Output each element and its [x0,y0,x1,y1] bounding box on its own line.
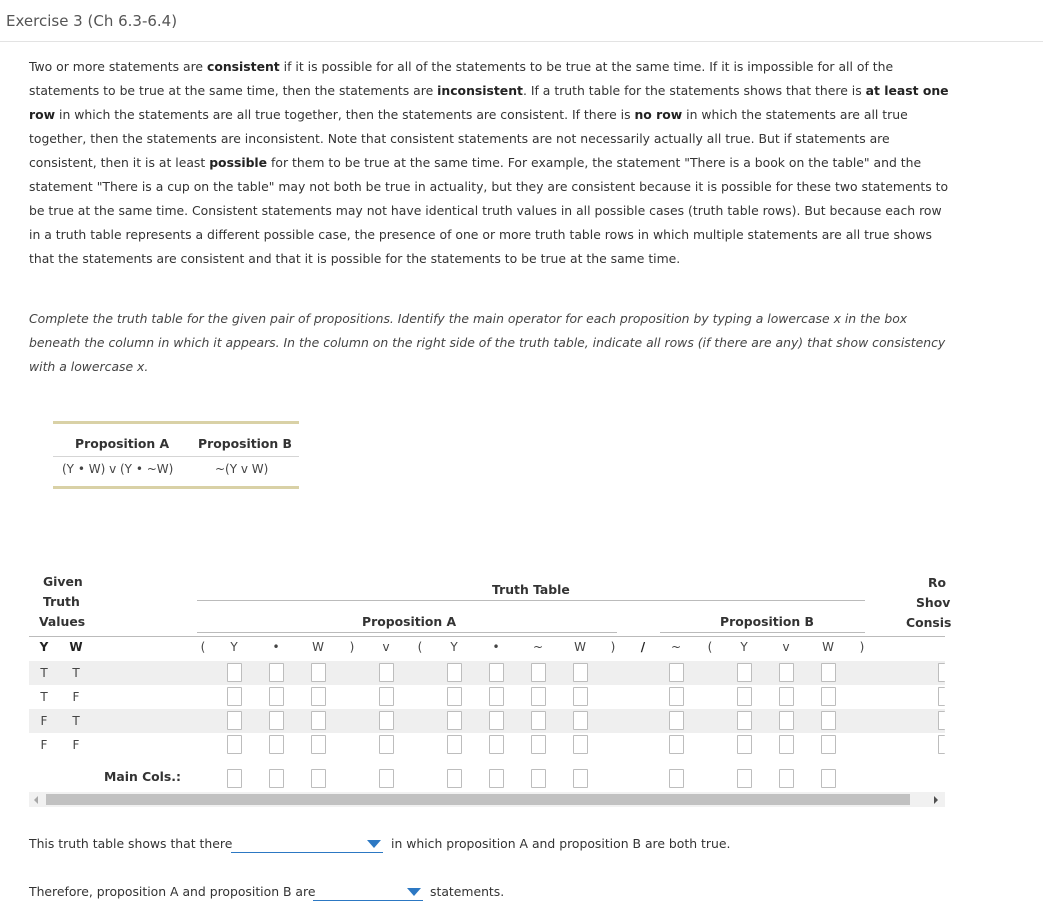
proposition-b-header: Proposition B [198,436,292,451]
intro-bold-term: no row [634,107,683,122]
truth-value-input[interactable] [227,687,242,706]
main-column-input[interactable] [489,769,504,788]
truth-value-input[interactable] [269,735,284,754]
column-symbol: ( [417,640,423,654]
main-column-input[interactable] [737,769,752,788]
column-symbol: W [312,640,324,654]
truth-value-input[interactable] [669,711,684,730]
truth-value-input[interactable] [779,663,794,682]
truth-value-input[interactable] [489,735,504,754]
column-symbol: ) [349,640,355,654]
proposition-a-underline [197,632,617,633]
column-symbol: v [382,640,390,654]
truth-value-input[interactable] [737,711,752,730]
intro-text: if it is possible for all of the statements to be true at the same time. If it is impossible for all of the statements to be true at the same time, then the statements are [29,59,894,98]
truth-value-input[interactable] [311,687,326,706]
main-column-input[interactable] [447,769,462,788]
column-symbol: v [782,640,790,654]
consistency-row-input[interactable] [938,687,945,706]
intro-text: in which the statements are all true together, then the statements are consistent. If there is [55,107,635,122]
given-value: T [72,714,80,728]
truth-value-input[interactable] [447,687,462,706]
table-row [29,709,945,733]
truth-value-input[interactable] [737,687,752,706]
truth-value-input[interactable] [669,735,684,754]
intro-text: in which the statements are all true together, then the statements are inconsistent. Note that consistent statements are not necessarily actually all true. But if statements are consistent, then it is at least [29,107,908,170]
column-symbol: • [492,640,500,654]
given-value: F [72,738,80,752]
truth-value-input[interactable] [379,663,394,682]
truth-value-input[interactable] [269,687,284,706]
truth-value-input[interactable] [531,735,546,754]
truth-value-input[interactable] [573,711,588,730]
column-symbol: ( [707,640,713,654]
right-label-3: Consis [906,615,952,630]
column-symbol: ) [859,640,865,654]
rows-dropdown[interactable] [231,835,383,853]
column-symbol: • [272,640,280,654]
intro-bold-term: inconsistent [437,83,523,98]
truth-value-input[interactable] [779,711,794,730]
intro-text: . If a truth table for the statements shows that there is [522,83,866,98]
column-symbol: W [574,640,586,654]
proposition-b-column-label: Proposition B [720,614,814,629]
given-value: T [72,666,80,680]
truth-value-input[interactable] [737,663,752,682]
given-label-1: Given [43,574,83,589]
given-value: F [40,714,48,728]
conclusion-sentence-end: statements. [430,884,505,899]
intro-paragraph [29,55,949,271]
truth-value-input[interactable] [779,687,794,706]
intro-text: Two or more statements are [29,59,207,74]
truth-value-input[interactable] [379,711,394,730]
consistency-row-input[interactable] [938,663,945,682]
scroll-left-icon[interactable] [34,796,38,804]
proposition-a-header: Proposition A [75,436,170,451]
propositions-table [53,421,299,489]
given-value: T [40,666,48,680]
truth-value-input[interactable] [821,663,836,682]
column-symbol: ~ [670,640,682,654]
truth-value-input[interactable] [821,687,836,706]
truth-value-input[interactable] [669,687,684,706]
main-column-input[interactable] [779,769,794,788]
truth-value-input[interactable] [227,663,242,682]
truth-value-input[interactable] [531,663,546,682]
truth-value-input[interactable] [227,711,242,730]
instructions-paragraph: Complete the truth table for the given pair of propositions. Identify the main operator for each proposition by typing a lowercase x in the box beneath the column in which it appears. In the column on the right side of the truth table, indicate all rows (if there are any) that show consistency with a lowercase x. [29,311,946,374]
column-symbol: Y [230,640,238,654]
column-header-top-rule [29,636,945,637]
exercise-title: Exercise 3 (Ch 6.3-6.4) [6,12,178,30]
truth-value-input[interactable] [489,711,504,730]
column-symbol: ~ [532,640,544,654]
scroll-right-icon[interactable] [934,796,938,804]
truth-value-input[interactable] [821,711,836,730]
chevron-down-icon[interactable] [367,840,381,848]
table-row [29,733,945,757]
intro-text: for them to be true at the same time. For example, the statement "There is a book on the table" and the statement "There is a cup on the table" may not both be true in actuality, but they are consistent because it is possible for these two statements to be true at the same time. Consistent statements may not have identical truth values in all possible cases (truth table rows). But because each row in a truth table represents a different possible case, the presence of one or more truth table rows in which multiple statements are all true shows that the statements are consistent and that it is possible for the statements to be true at the same time. [29,155,949,266]
truth-value-input[interactable] [821,735,836,754]
consistency-dropdown[interactable] [313,883,423,901]
scrollbar-thumb[interactable] [46,794,910,805]
truth-value-input[interactable] [531,711,546,730]
chevron-down-icon[interactable] [407,888,421,896]
truth-value-input[interactable] [779,735,794,754]
right-label-1: Ro [928,575,947,590]
main-column-input[interactable] [379,769,394,788]
column-symbol: ( [200,640,206,654]
truth-value-input[interactable] [489,687,504,706]
truth-value-input[interactable] [489,663,504,682]
column-symbol: W [822,640,834,654]
main-column-input[interactable] [227,769,242,788]
truth-value-input[interactable] [311,663,326,682]
main-column-input[interactable] [669,769,684,788]
horizontal-scrollbar[interactable] [29,792,945,807]
truth-value-input[interactable] [447,735,462,754]
given-label-2: Truth [43,594,80,609]
proposition-a-column-label: Proposition A [362,614,457,629]
conclusion-sentence-start: Therefore, proposition A and proposition B are [29,884,316,899]
main-column-input[interactable] [531,769,546,788]
main-column-input[interactable] [573,769,588,788]
truth-value-input[interactable] [669,663,684,682]
given-value: T [40,690,48,704]
consistency-row-input[interactable] [938,735,945,754]
truth-value-input[interactable] [269,663,284,682]
truth-value-input[interactable] [269,711,284,730]
given-value: F [72,690,80,704]
main-column-input[interactable] [269,769,284,788]
result-sentence-start: This truth table shows that there [29,836,233,851]
truth-value-input[interactable] [573,735,588,754]
given-col-y: Y [39,640,49,654]
column-symbol: Y [450,640,458,654]
proposition-a-formula: (Y • W) v (Y • ~W) [62,462,174,476]
table-row [29,661,945,685]
truth-value-input[interactable] [737,735,752,754]
truth-table-underline [197,600,865,601]
truth-value-input[interactable] [379,735,394,754]
page-header [0,0,1043,42]
truth-value-input[interactable] [573,687,588,706]
proposition-b-formula: ~(Y v W) [215,462,269,476]
truth-value-input[interactable] [311,735,326,754]
intro-bold-term: consistent [206,59,280,74]
column-symbol: / [640,640,646,654]
given-label-3: Values [39,614,86,629]
intro-bold-term: at least one row [29,83,949,122]
main-column-input[interactable] [311,769,326,788]
proposition-b-underline [660,632,865,633]
truth-value-input[interactable] [447,663,462,682]
table-row [29,685,945,709]
right-label-2: Shov [916,595,951,610]
truth-value-input[interactable] [379,687,394,706]
intro-bold-term: possible [209,155,268,170]
truth-value-input[interactable] [573,663,588,682]
given-value: F [40,738,48,752]
result-sentence-end: in which proposition A and proposition B are both true. [391,836,731,851]
truth-value-input[interactable] [447,711,462,730]
truth-value-input[interactable] [311,711,326,730]
truth-value-input[interactable] [531,687,546,706]
column-symbol: ) [610,640,616,654]
column-symbol: Y [740,640,748,654]
truth-value-input[interactable] [227,735,242,754]
main-cols-label: Main Cols.: [104,769,181,784]
divider [53,456,299,457]
consistency-row-input[interactable] [938,711,945,730]
truth-table-label: Truth Table [492,582,570,597]
given-col-w: W [69,640,83,654]
main-column-input[interactable] [821,769,836,788]
